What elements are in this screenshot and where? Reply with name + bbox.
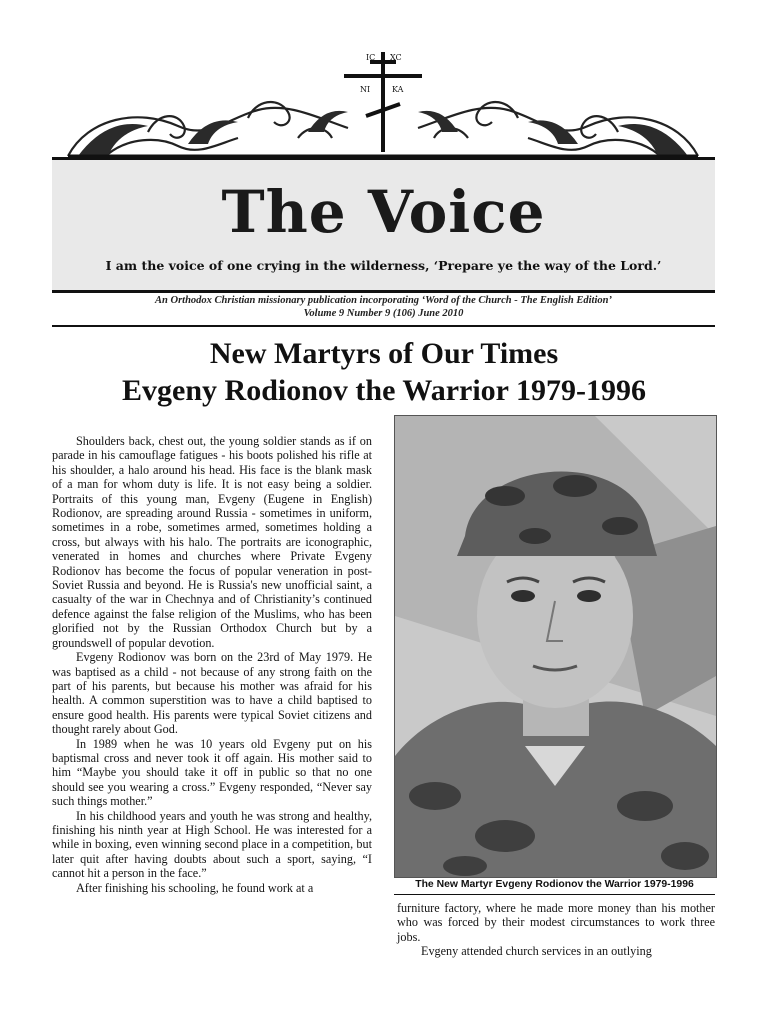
cross-letter-ni: NI bbox=[360, 85, 371, 94]
cross-letter-ka: KA bbox=[392, 85, 404, 94]
article-right-column bbox=[397, 901, 715, 959]
caption-divider bbox=[394, 894, 715, 895]
headline-primary: New Martyrs of Our Times bbox=[209, 337, 559, 370]
orthodox-cross-icon bbox=[344, 52, 422, 152]
article-paragraph: In 1989 when he was 10 years old Evgeny put on his baptismal cross and never took it off again. His mother said to him “Maybe you should take it off in public so that no one should see you wearing a cross.” Evgeny responded, “Never say such things mother.” bbox=[52, 736, 372, 809]
article-paragraph: After finishing his schooling, he found work at a bbox=[76, 880, 314, 895]
portrait-photo bbox=[394, 415, 717, 878]
cross-letter-xc: XC bbox=[390, 53, 402, 62]
article-paragraph: Evgeny Rodionov was born on the 23rd of May 1979. He was baptised as a child - not because of any strong faith on the part of his parents, but because his mother was afraid for his health. A common superstition was to have a child baptised to ensure good health. His parents were typical Soviet citizens and thought rarely about God. bbox=[52, 650, 372, 737]
newspaper-title: The Voice bbox=[221, 178, 546, 246]
headline-secondary: Evgeny Rodionov the Warrior 1979-1996 bbox=[122, 374, 646, 407]
issue-info: Volume 9 Number 9 (106) June 2010 bbox=[303, 308, 464, 319]
article-paragraph: In his childhood years and youth he was strong and healthy, finishing his ninth year at High School. He was interested for a while in boxing, even winning second place in a competition, but later quit after having doubts about such a sport, saying, “I cannot hit a person in the face.” bbox=[52, 808, 372, 881]
photo-caption: The New Martyr Evgeny Rodionov the Warrior 1979-1996 bbox=[415, 879, 694, 890]
article-paragraph: Evgeny attended church services in an outlying bbox=[421, 944, 652, 959]
header-divider bbox=[52, 325, 715, 327]
article-paragraph: furniture factory, where he made more money than his mother who was forced by their modest circumstances to work three jobs. bbox=[397, 901, 715, 944]
article-paragraph: Shoulders back, chest out, the young soldier stands as if on parade in his camouflage fatigues - his boots polished his rifle at his shoulder, a halo around his head. His face is the blank mask of a man for whom duty is life. It is not easy being a soldier. Portraits of this young man, Evgeny (Eugene in English) Rodionov, are spreading around Russia - sometimes in uniform, sometimes in a robe, sometimes armed, sometimes holding a cross, but always with his halo. The portraits are iconographic, venerated in homes and churches where Private Evgeny Rodionov has become the focus of popular veneration in post-Soviet Russia and beyond. He is Russia's new unofficial saint, a casualty of the war in Chechnya and of Christianity’s continued defence against the false religion of the Muslims, who has been glorified not by the Russian Orthodox Church but by a groundswell of popular devotion. bbox=[52, 434, 372, 650]
publication-description: An Orthodox Christian missionary publication incorporating ‘Word of the Church - The English Edition’ bbox=[155, 295, 612, 306]
article-left-column bbox=[52, 434, 372, 895]
masthead-motto: I am the voice of one crying in the wilderness, ‘Prepare ye the way of the Lord.’ bbox=[105, 258, 662, 273]
masthead bbox=[52, 157, 715, 293]
masthead-ornament bbox=[48, 48, 718, 160]
cross-letter-ic: IC bbox=[366, 53, 376, 62]
